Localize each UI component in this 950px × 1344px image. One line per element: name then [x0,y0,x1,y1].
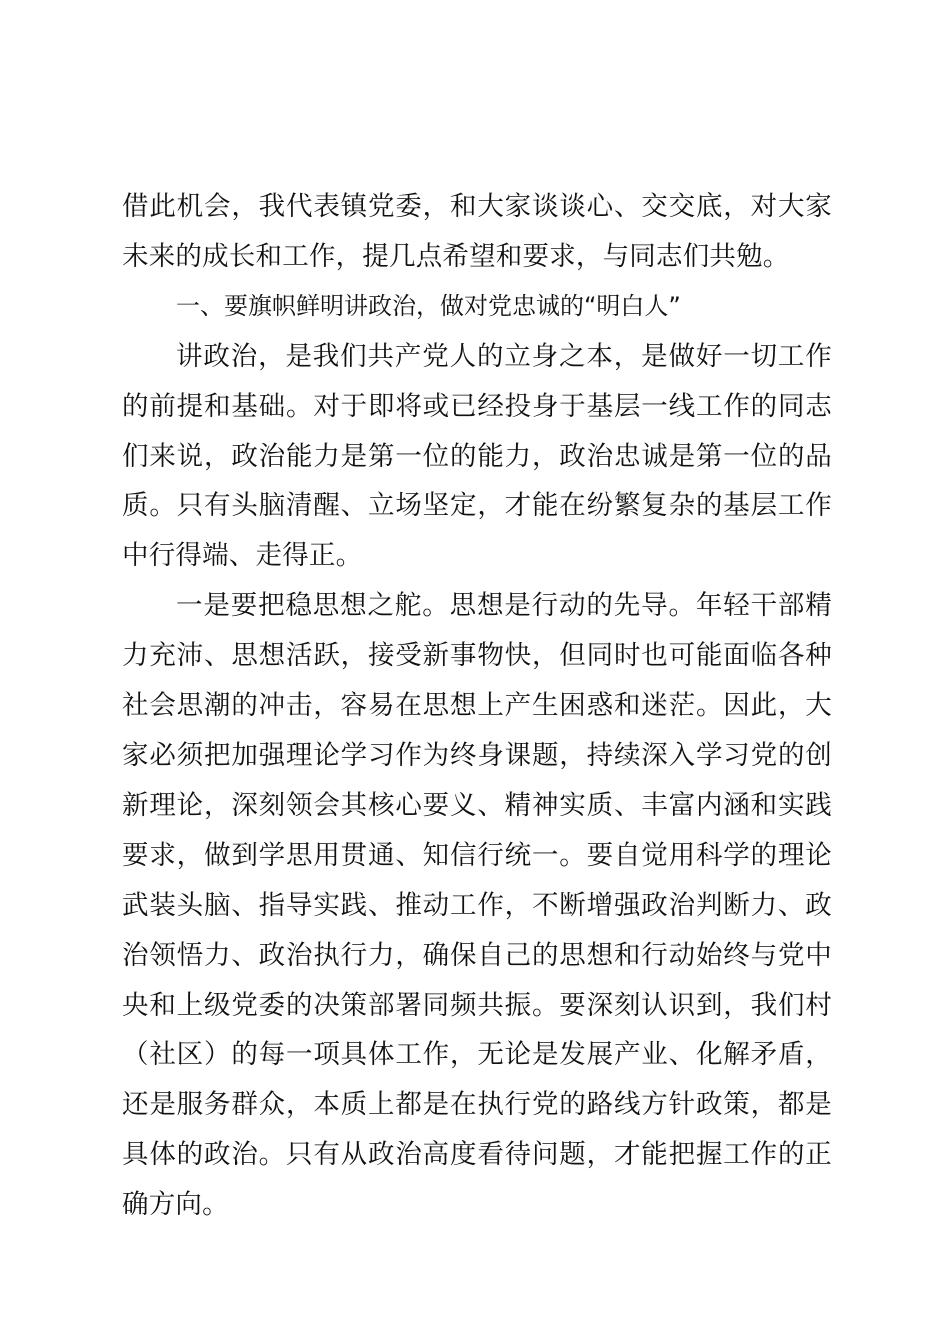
body-paragraph: 讲政治，是我们共产党人的立身之本，是做好一切工作的前提和基础。对于即将或已经投身于基层一线工作的同志们来说，政治能力是第一位的能力，政治忠诚是第一位的品质。只有头脑清醒、立场坚定，才能在纷繁复杂的基层工作中行得端、走得正。 [122,340,832,572]
document-page [122,182,832,1230]
intro-paragraph: 借此机会，我代表镇党委，和大家谈谈心、交交底，对大家未来的成长和工作，提几点希望和要求，与同志们共勉。 [122,191,832,272]
body-paragraph: 一是要把稳思想之舵。思想是行动的先导。年轻干部精力充沛、思想活跃，接受新事物快，但同时也可能面临各种社会思潮的冲击，容易在思想上产生困惑和迷茫。因此，大家必须把加强理论学习作为终身课题，持续深入学习党的创新理论，深刻领会其核心要义、精神实质、丰富内涵和实践要求，做到学思用贯通、知信行统一。要自觉用科学的理论武装头脑、指导实践、推动工作，不断增强政治判断力、政治领悟力、政治执行力，确保自己的思想和行动始终与党中央和上级党委的决策部署同频共振。要深刻认识到，我们村（社区）的每一项具体工作，无论是发展产业、化解矛盾，还是服务群众，本质上都是在执行党的路线方针政策，都是具体的政治。只有从政治高度看待问题，才能把握工作的正确方向。 [122,590,832,1221]
section-heading: 一、要旗帜鲜明讲政治，做对党忠诚的“明白人” [176,291,681,320]
